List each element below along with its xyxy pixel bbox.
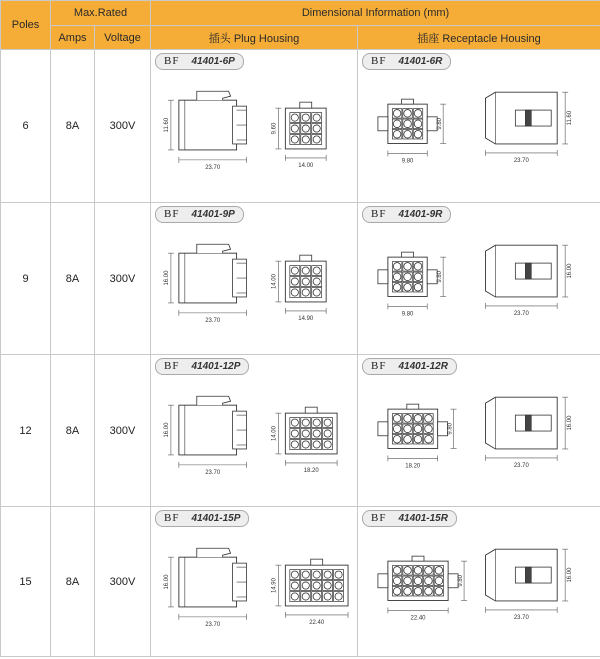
receptacle-housing-header: 插座 Receptacle Housing [358,26,600,50]
pin-circle [335,593,342,600]
pin-circle [393,283,401,291]
pin-circle [414,110,422,118]
receptacle-side-lock [525,567,531,583]
pin-circle [404,587,412,595]
pin-circle [291,593,298,600]
pin-circle [302,278,309,285]
receptacle-drawing [378,245,573,317]
brand-prefix: BF [371,512,386,524]
receptacle-side-window [515,415,551,431]
amps-cell: 8A [51,203,95,355]
plug-face-height-dimension: 14.00 [271,425,277,441]
receptacle-face-ear-left [378,422,388,436]
plug-drawing-svg [151,375,357,507]
receptacle-face-ear-right [438,422,448,436]
pin-circle [404,130,412,138]
voltage-cell: 300V [95,355,151,507]
pin-circle [404,415,412,423]
pin-circle [414,415,422,423]
plug-height-dimension: 16.00 [164,422,170,438]
pin-circle [393,273,401,281]
plug-face-latch [300,255,312,261]
receptacle-part-tag [362,53,451,70]
dimensional-header: Dimensional Information (mm) [151,1,600,26]
plug-length-dimension: 23.70 [205,470,221,476]
pin-circle [404,283,412,291]
pin-circle [404,577,412,585]
plug-part-tag [155,53,244,70]
plug-part-tag [155,358,249,375]
pin-circle [404,273,412,281]
pin-circle [324,419,331,426]
receptacle-side-width-dimension: 23.70 [514,158,530,164]
pin-circle [393,130,401,138]
receptacle-face-notch [407,404,419,409]
part-number: 41401-12R [398,361,447,372]
amps-cell: 8A [51,355,95,507]
receptacle-side-lock [525,110,531,126]
pin-circle [324,593,331,600]
plug-height-dimension: 11.60 [164,117,170,132]
receptacle-side-width-dimension: 23.70 [514,615,530,621]
pin-circle [313,430,320,437]
pin-circle [404,263,412,271]
plug-face-width-dimension: 22.40 [309,620,325,626]
pin-circle [414,435,422,443]
receptacle-face-width-dimension: 9.80 [402,311,414,317]
plug-drawing [164,244,326,324]
pin-circle [393,567,401,575]
brand-prefix: BF [371,208,386,220]
plug-cell [151,507,358,657]
pin-circle [313,419,320,426]
pin-circle [302,114,309,121]
receptacle-face-ear-right [448,574,458,588]
receptacle-face-height-dimension: 9.80 [458,574,464,586]
receptacle-face-ear-left [378,117,388,131]
pin-circle [313,136,320,143]
plug-face-height-dimension: 14.00 [271,273,277,289]
voltage-cell: 300V [95,50,151,203]
receptacle-face-notch [402,252,414,257]
pin-circle [291,114,298,121]
part-number: 41401-6R [398,56,442,67]
pin-circle [302,125,309,132]
receptacle-cell [358,203,600,355]
plug-drawing-svg [151,527,357,659]
plug-latch [197,91,231,100]
pin-circle [291,125,298,132]
poles-cell: 12 [1,355,51,507]
pin-circle [393,110,401,118]
pin-circle [393,120,401,128]
receptacle-face-ear-left [378,574,388,588]
pin-circle [302,571,309,578]
pin-circle [335,571,342,578]
receptacle-face-height-dimension: 9.80 [437,270,443,282]
receptacle-side-width-dimension: 23.70 [514,311,530,317]
pin-circle [414,587,422,595]
pin-circle [393,263,401,271]
receptacle-side-window [515,110,551,126]
receptacle-drawing [378,397,573,469]
receptacle-drawing [378,92,573,164]
plug-drawing [164,548,348,628]
plug-face-height-dimension: 14.90 [271,577,277,593]
pin-circle [291,267,298,274]
plug-face-width-dimension: 14.00 [298,163,314,169]
part-number: 41401-9P [191,209,234,220]
pin-circle [302,136,309,143]
plug-face-width-dimension: 18.20 [304,468,320,474]
pin-circle [393,587,401,595]
pin-circle [313,441,320,448]
plug-latch [197,396,231,405]
receptacle-side-window [515,263,551,279]
voltage-cell: 300V [95,203,151,355]
brand-prefix: BF [164,55,179,67]
receptacle-part-tag [362,510,457,527]
spec-row [1,203,600,355]
pin-circle [291,582,298,589]
plug-length-dimension: 23.70 [205,165,221,171]
pin-circle [414,425,422,433]
pin-circle [324,582,331,589]
pin-circle [291,430,298,437]
receptacle-side-height-dimension: 16.00 [567,263,573,279]
pin-circle [302,593,309,600]
receptacle-drawing-svg [358,70,600,202]
pin-circle [313,114,320,121]
pin-circle [291,441,298,448]
part-number: 41401-15R [398,513,447,524]
pin-circle [291,289,298,296]
pin-circle [335,582,342,589]
pin-circle [291,571,298,578]
receptacle-cell [358,355,600,507]
pin-circle [313,278,320,285]
part-number: 41401-12P [191,361,240,372]
pin-circle [393,425,401,433]
pin-circle [435,577,443,585]
pin-circle [313,582,320,589]
plug-side-body [179,253,237,303]
receptacle-face-height-dimension: 9.80 [448,422,454,434]
pin-circle [302,441,309,448]
pin-circle [425,567,433,575]
plug-part-tag [155,206,244,223]
pin-circle [302,267,309,274]
pin-circle [291,419,298,426]
spec-row [1,507,600,657]
receptacle-side-lock [525,415,531,431]
pin-circle [313,571,320,578]
receptacle-face-width-dimension: 9.80 [402,158,414,164]
poles-cell: 6 [1,50,51,203]
pin-circle [393,577,401,585]
brand-prefix: BF [164,512,179,524]
pin-circle [291,278,298,285]
pin-circle [414,567,422,575]
receptacle-side-width-dimension: 23.70 [514,463,530,469]
pin-circle [435,587,443,595]
receptacle-part-tag [362,206,451,223]
receptacle-face-ear-right [427,117,437,131]
pin-circle [302,419,309,426]
pin-circle [313,289,320,296]
plug-side-body [179,100,237,150]
plug-face-latch [300,102,312,108]
pin-circle [425,587,433,595]
plug-cell [151,203,358,355]
pin-circle [393,415,401,423]
pin-circle [425,425,433,433]
pin-circle [404,435,412,443]
plug-length-dimension: 23.70 [205,622,221,628]
pin-circle [324,571,331,578]
receptacle-face-ear-right [427,270,437,284]
receptacle-part-tag [362,358,457,375]
part-number: 41401-15P [191,513,240,524]
pin-circle [414,130,422,138]
pin-circle [404,567,412,575]
spec-row [1,355,600,507]
pin-circle [291,136,298,143]
receptacle-face-height-dimension: 9.80 [437,117,443,129]
voltage-header: Voltage [95,26,151,50]
receptacle-drawing [378,549,573,621]
pin-circle [414,577,422,585]
pin-circle [404,425,412,433]
pin-circle [302,289,309,296]
pin-circle [313,593,320,600]
pin-circle [435,567,443,575]
spec-row [1,50,600,203]
receptacle-face-width-dimension: 22.40 [411,615,427,621]
brand-prefix: BF [164,360,179,372]
pin-circle [425,415,433,423]
pin-circle [425,577,433,585]
receptacle-side-height-dimension: 11.60 [567,110,573,125]
plug-cell [151,355,358,507]
receptacle-drawing-svg [358,223,600,355]
plug-latch [197,244,231,253]
pin-circle [414,120,422,128]
plug-drawing [164,91,326,171]
plug-housing-header: 插头 Plug Housing [151,26,358,50]
plug-face-height-dimension: 9.60 [271,122,277,134]
pin-circle [393,435,401,443]
pin-circle [404,120,412,128]
plug-cell [151,50,358,203]
receptacle-side-window [515,567,551,583]
plug-drawing [164,396,337,476]
pin-circle [414,283,422,291]
poles-cell: 9 [1,203,51,355]
receptacle-side-lock [525,263,531,279]
receptacle-side-height-dimension: 16.00 [567,415,573,431]
poles-cell: 15 [1,507,51,657]
amps-header: Amps [51,26,95,50]
receptacle-cell [358,507,600,657]
plug-part-tag [155,510,249,527]
plug-drawing-svg [151,223,357,355]
plug-side-body [179,405,237,455]
receptacle-cell [358,50,600,203]
plug-latch [197,548,231,557]
pin-circle [313,125,320,132]
part-number: 41401-6P [191,56,234,67]
plug-face-latch [305,407,317,413]
receptacle-drawing-svg [358,527,600,659]
receptacle-face-width-dimension: 18.20 [405,463,421,469]
plug-height-dimension: 16.00 [164,270,170,286]
plug-face-width-dimension: 14.90 [298,316,314,322]
amps-cell: 8A [51,507,95,657]
pin-circle [302,430,309,437]
voltage-cell: 300V [95,507,151,657]
brand-prefix: BF [164,208,179,220]
pin-circle [313,267,320,274]
pin-circle [324,441,331,448]
plug-drawing-svg [151,70,357,202]
brand-prefix: BF [371,55,386,67]
poles-header: Poles [1,1,51,50]
plug-face-latch [311,559,323,565]
pin-circle [324,430,331,437]
brand-prefix: BF [371,360,386,372]
pin-circle [414,263,422,271]
plug-length-dimension: 23.70 [205,318,221,324]
pin-circle [302,582,309,589]
receptacle-drawing-svg [358,375,600,507]
part-number: 41401-9R [398,209,442,220]
pin-circle [404,110,412,118]
receptacle-side-height-dimension: 16.00 [567,567,573,583]
receptacle-face-notch [412,556,424,561]
plug-side-body [179,557,237,607]
plug-height-dimension: 16.00 [164,574,170,590]
pin-circle [414,273,422,281]
max-rated-header: Max.Rated [51,1,151,26]
receptacle-face-notch [402,99,414,104]
receptacle-face-ear-left [378,270,388,284]
amps-cell: 8A [51,50,95,203]
pin-circle [425,435,433,443]
